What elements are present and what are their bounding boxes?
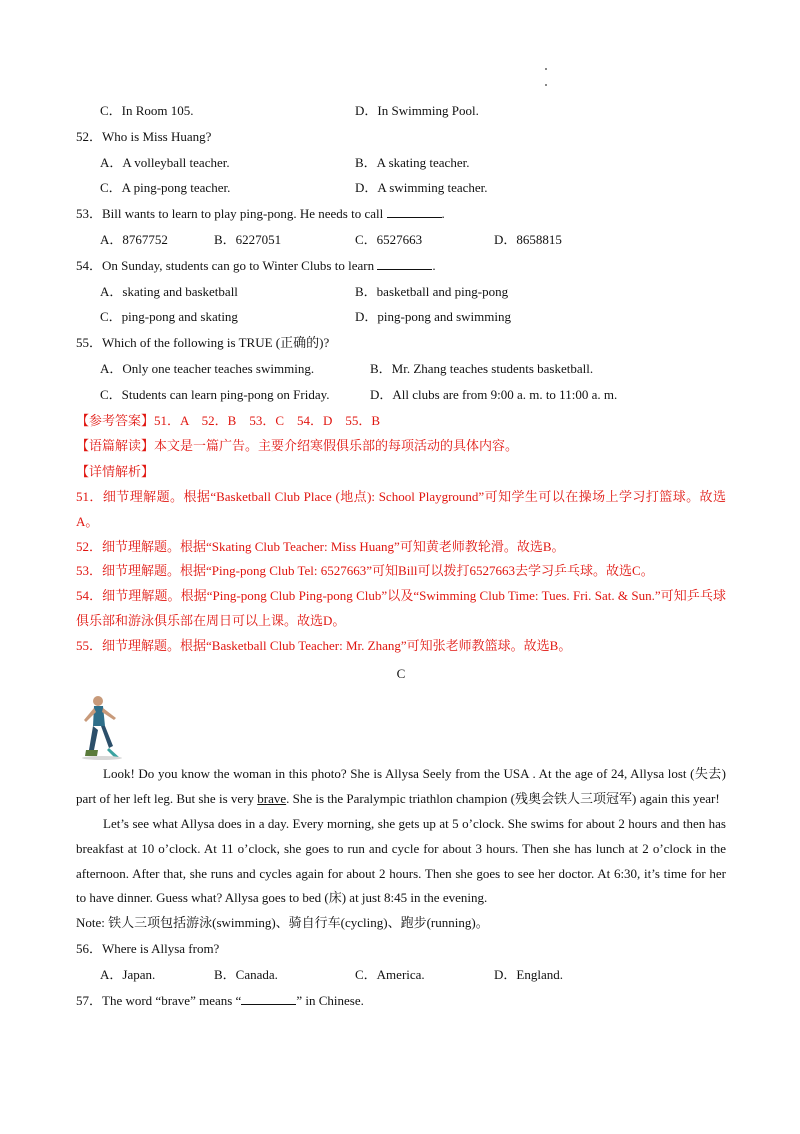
q56-option-d: D．England. xyxy=(494,966,563,982)
passage-paragraph-1 xyxy=(76,762,726,812)
q54-stem xyxy=(76,253,726,279)
q54-option-d: D．ping-pong and swimming xyxy=(355,309,511,325)
analysis-55: 55．细节理解题。根据“Basketball Club Teacher: Mr. Zhang”可知张老师教篮球。故选B。 xyxy=(76,637,572,653)
answer-blank xyxy=(377,257,432,270)
q54-stem-end: . xyxy=(432,257,436,273)
q56-option-c: C．America. xyxy=(355,966,425,982)
q52-option-d: D．A swimming teacher. xyxy=(355,180,488,196)
q57-stem xyxy=(76,988,726,1014)
q53-option-a: A．8767752 xyxy=(100,231,168,247)
analysis-52: 52．细节理解题。根据“Skating Club Teacher: Miss Huang”可知黄老师教轮滑。故选B。 xyxy=(76,538,565,554)
q57-stem-text: 57．The word “brave” means “ xyxy=(76,992,242,1008)
q55-option-c: C．Students can learn ping-pong on Friday. xyxy=(100,386,330,402)
q56-option-a: A．Japan. xyxy=(100,966,156,982)
q56-option-b: B．Canada. xyxy=(214,966,278,982)
document-page xyxy=(76,98,726,1013)
q53-stem-text: 53．Bill wants to learn to play ping-pong. He needs to call xyxy=(76,206,387,222)
q54-stem-text: 54．On Sunday, students can go to Winter Clubs to learn xyxy=(76,257,378,273)
q51-option-d: D．In Swimming Pool. xyxy=(355,103,479,118)
q53-stem xyxy=(76,201,726,227)
passage-p1-start: Look! Do you know the woman in this photo? She is Allysa Seely from the USA . At the age of 24, Allysa lost (失去) part of her left leg. But she is very xyxy=(76,766,726,807)
q55-stem: 55．Which of the following is TRUE (正确的)? xyxy=(76,335,330,351)
q53-option-d: D．8658815 xyxy=(494,231,562,247)
q53-stem-end: . xyxy=(441,206,445,222)
q51-options-cd xyxy=(76,98,726,124)
q52-option-c: C．A ping-pong teacher. xyxy=(100,180,231,196)
answer-key: 【参考答案】51．A 52．B 53．C 54．D 55．B xyxy=(76,412,381,428)
athlete-photo xyxy=(76,692,126,762)
q52-option-b: B．A skating teacher. xyxy=(355,154,470,170)
q54-option-b: B．basketball and ping-pong xyxy=(355,283,509,299)
q53-options xyxy=(76,227,726,253)
q55-option-d: D．All clubs are from 9:00 a. m. to 11:00 a. m. xyxy=(370,386,618,402)
q51-option-c: C．In Room 105. xyxy=(100,103,194,118)
q56-options xyxy=(76,962,726,988)
section-label: C xyxy=(396,665,406,681)
q53-option-c: C．6527663 xyxy=(355,231,423,247)
mark-dot xyxy=(545,84,547,86)
q55-options-cd xyxy=(76,382,726,408)
answer-blank xyxy=(241,992,296,1005)
q52-options-ab xyxy=(76,150,726,176)
mark-dot xyxy=(545,68,547,70)
passage-note: Note: 铁人三项包括游泳(swimming)、骑自行车(cycling)、跑步(running)。 xyxy=(76,915,489,931)
q57-stem-end: ” in Chinese. xyxy=(296,992,364,1008)
analysis-title: 【详情解析】 xyxy=(76,464,155,480)
q52-options-cd xyxy=(76,175,726,201)
q56-stem: 56．Where is Allysa from? xyxy=(76,940,220,956)
analysis-53: 53．细节理解题。根据“Ping-pong Club Tel: 6527663”可知Bill可以拨打6527663去学习乒乓球。故选C。 xyxy=(76,563,654,579)
q55-option-a: A．Only one teacher teaches swimming. xyxy=(100,360,315,376)
q54-option-a: A．skating and basketball xyxy=(100,283,238,299)
analysis-51: 51．细节理解题。根据“Basketball Club Place (地点): School Playground”可知学生可以在操场上学习打篮球。故选A。 xyxy=(76,488,726,529)
q54-option-c: C．ping-pong and skating xyxy=(100,309,238,325)
q54-options-ab xyxy=(76,279,726,305)
q53-option-b: B．6227051 xyxy=(214,231,282,247)
answer-blank xyxy=(387,205,442,218)
q54-options-cd xyxy=(76,304,726,330)
q52-option-a: A．A volleyball teacher. xyxy=(100,154,230,170)
passage-underlined-word: brave xyxy=(257,791,287,807)
page-marks xyxy=(545,68,551,100)
q52-stem: 52．Who is Miss Huang? xyxy=(76,128,212,144)
passage-p1-end: . She is the Paralympic triathlon champion (残奥会铁人三项冠军) again this year! xyxy=(286,791,720,807)
analysis-54: 54．细节理解题。根据“Ping-pong Club Ping-pong Club”以及“Swimming Club Time: Tues. Fri. Sat. & Sun.”可知乒乓球俱乐部和游泳俱乐部在周日可以上课。故选D。 xyxy=(76,588,726,628)
q55-option-b: B．Mr. Zhang teaches students basketball. xyxy=(370,360,594,376)
passage-paragraph-2: Let’s see what Allysa does in a day. Every morning, she gets up at 5 o’clock. She swims for about 2 hours and then has breakfast at 10 o’clock. At 11 o’clock, she goes to run and cycle for about 3 hours. Then she has lunch at 2 o’clock in the afternoon. After that, she runs and cycles again for about 2 hours. Then she goes to see her doctor. At 6:30, it’s time for her to have dinner. Guess what? Allysa goes to bed (床) at just 8:45 in the evening. xyxy=(76,815,726,906)
q55-options-ab xyxy=(76,356,726,382)
reading-note: 【语篇解读】本文是一篇广告。主要介绍寒假俱乐部的每项活动的具体内容。 xyxy=(76,438,519,454)
